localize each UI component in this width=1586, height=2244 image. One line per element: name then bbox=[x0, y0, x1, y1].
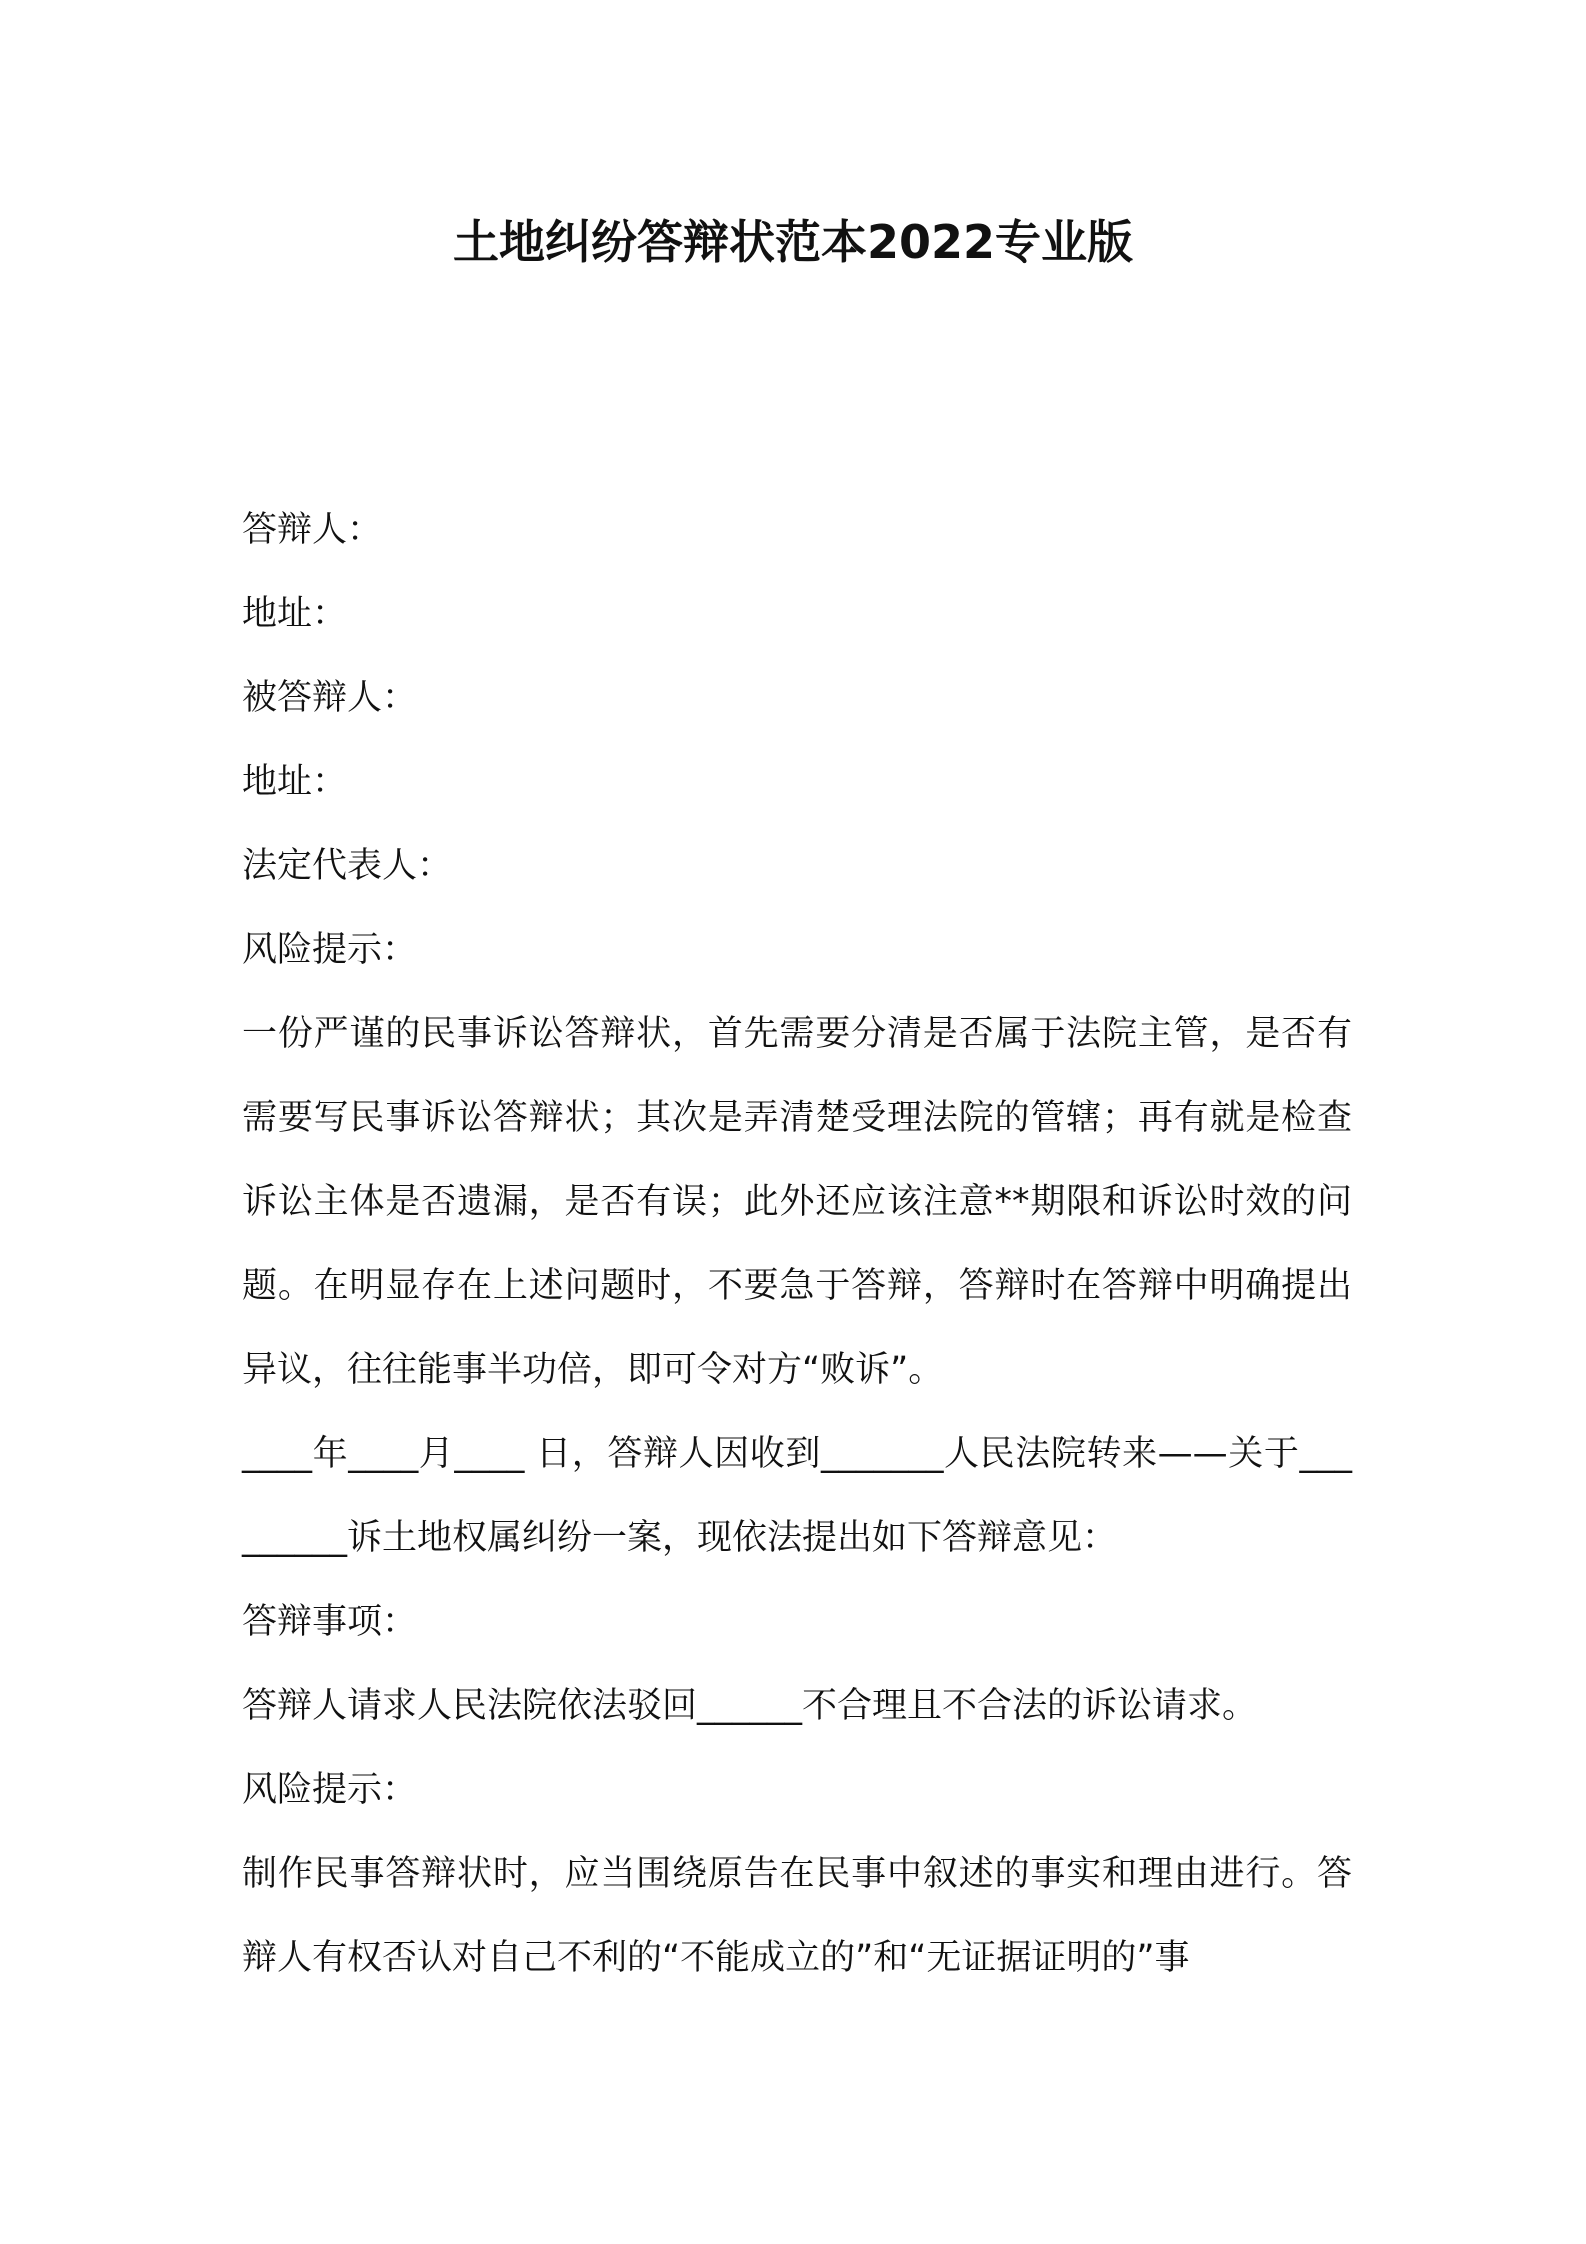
legal-representative-label: 法定代表人： bbox=[242, 846, 453, 886]
risk-heading-1: 风险提示： bbox=[242, 930, 418, 970]
matters-heading: 答辩事项： bbox=[242, 1602, 418, 1642]
risk-heading-2: 风险提示： bbox=[242, 1770, 418, 1810]
risk-paragraph-2: 制作民事答辩状时，应当围绕原告在民事中叙述的事实和理由进行。答辩人有权否认对自己不利的“不能成立的”和“无证据证明的”事 bbox=[242, 1854, 1352, 1978]
plaintiff-address-label: 地址： bbox=[242, 762, 348, 802]
document-title: 土地纠纷答辩状范本2022专业版 bbox=[452, 215, 1134, 269]
plaintiff-label: 被答辩人： bbox=[242, 678, 418, 718]
risk-paragraph-1: 一份严谨的民事诉讼答辩状，首先需要分清是否属于法院主管，是否有需要写民事诉讼答辩状；其次是弄清楚受理法院的管辖；再有就是检查诉讼主体是否遗漏，是否有误；此外还应该注意**期限和诉讼时效的问题。在明显存在上述问题时，不要急于答辩，答辩时在答辩中明确提出异议，往往能事半功倍，即可令对方“败诉”。 bbox=[242, 1014, 1352, 1390]
document-body bbox=[242, 488, 1352, 2000]
respondent-label: 答辩人： bbox=[242, 510, 383, 550]
matters-text: 答辩人请求人民法院依法驳回______不合理且不合法的诉讼请求。 bbox=[242, 1686, 1258, 1726]
respondent-address-label: 地址： bbox=[242, 594, 348, 634]
date-paragraph: ____年____月____ 日，答辩人因收到_______人民法院转来——关于_________诉土地权属纠纷一案，现依法提出如下答辩意见： bbox=[242, 1434, 1352, 1558]
